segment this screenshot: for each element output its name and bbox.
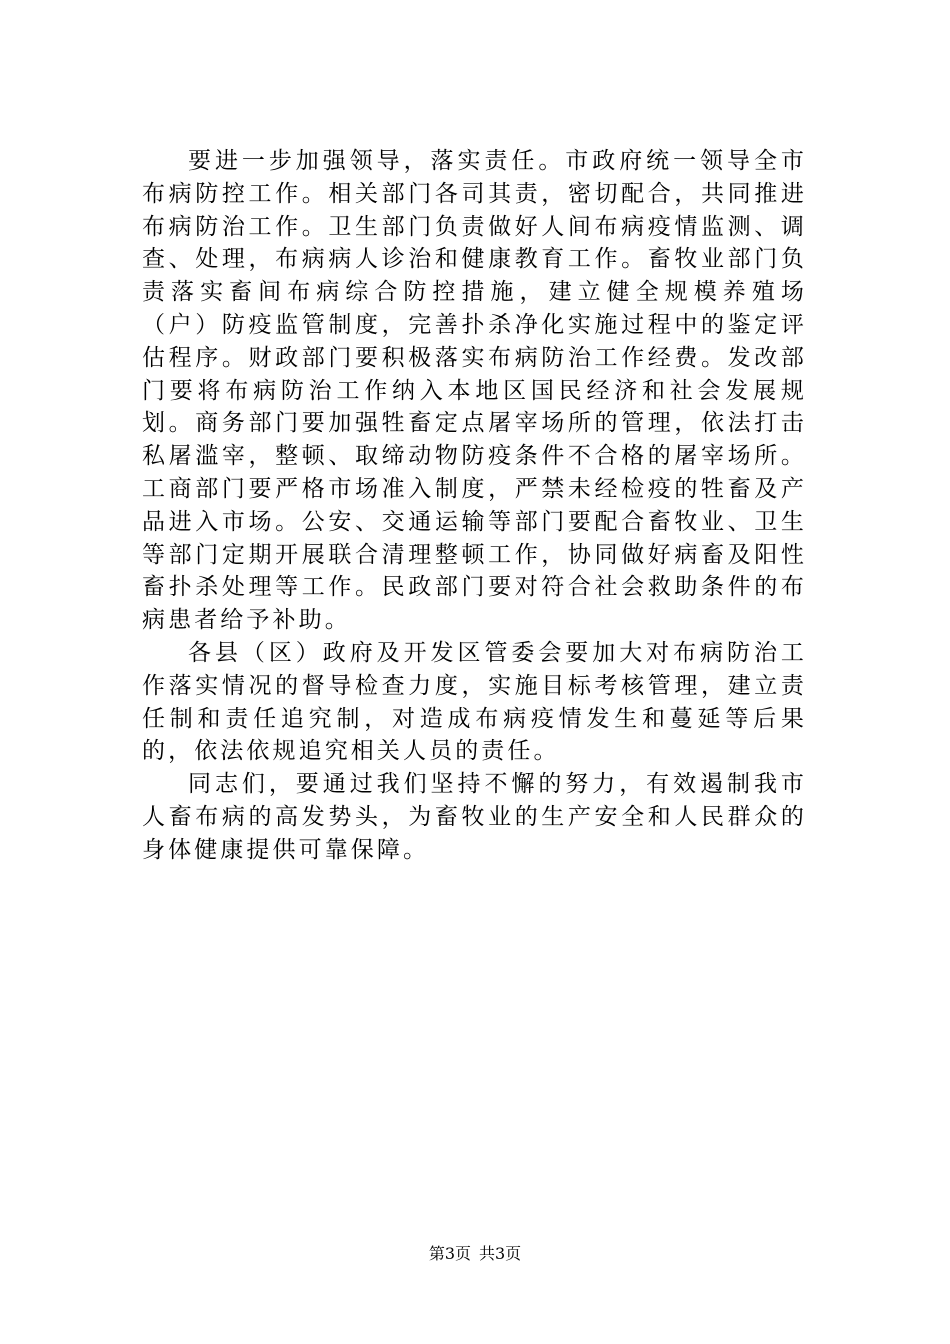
document-body [142,145,807,867]
paragraph-responsibilities: 要进一步加强领导，落实责任。市政府统一领导全市布病防控工作。相关部门各司其责，密切配合，共同推进布病防治工作。卫生部门负责做好人间布病疫情监测、调查、处理，布病病人诊治和健康教育工作。畜牧业部门负责落实畜间布病综合防控措施，建立健全规模养殖场（户）防疫监管制度，完善扑杀净化实施过程中的鉴定评估程序。财政部门要积极落实布病防治工作经费。发改部门要将布病防治工作纳入本地区国民经济和社会发展规划。商务部门要加强牲畜定点屠宰场所的管理，依法打击私屠滥宰，整顿、取缔动物防疫条件不合格的屠宰场所。工商部门要严格市场准入制度，严禁未经检疫的牲畜及产品进入市场。公安、交通运输等部门要配合畜牧业、卫生等部门定期开展联合清理整顿工作，协同做好病畜及阳性畜扑杀处理等工作。民政部门要对符合社会救助条件的布病患者给予补助。 [142,148,807,634]
paragraph-closing: 同志们，要通过我们坚持不懈的努力，有效遏制我市人畜布病的高发势头，为畜牧业的生产安全和人民群众的身体健康提供可靠保障。 [142,771,807,863]
paragraph-supervision: 各县（区）政府及开发区管委会要加大对布病防治工作落实情况的督导检查力度，实施目标考核管理，建立责任制和责任追究制，对造成布病疫情发生和蔓延等后果的，依法依规追究相关人员的责任。 [142,639,807,765]
page-footer [0,1244,950,1264]
page-total: 共3页 [479,1244,522,1263]
page-number: 第3页 [428,1244,471,1263]
